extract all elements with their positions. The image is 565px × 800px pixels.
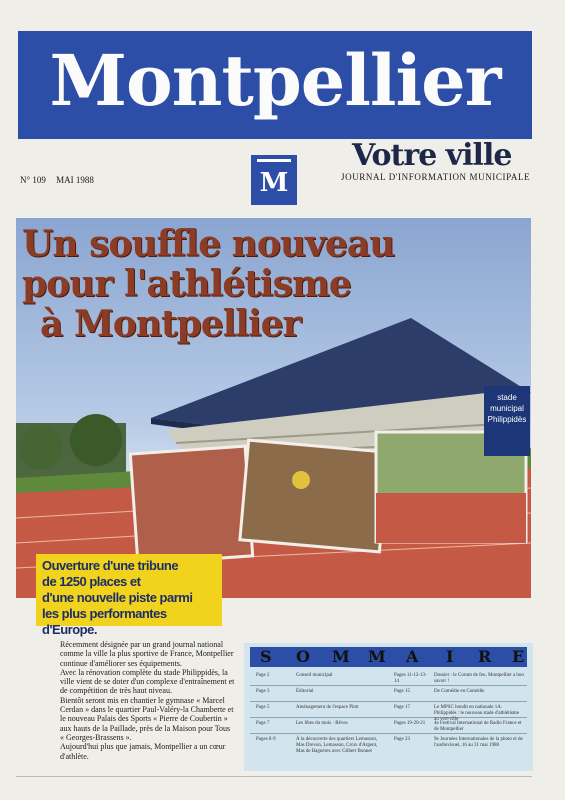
subhead-line: d'une nouvelle piste parmi [42,590,193,605]
subhead-box [36,554,222,637]
toc-heading-letter: M [368,647,386,666]
toc-entry [394,705,529,722]
toc-desc: 9e Journées Internationales de la photo et de l'audiovisuel, 16 au 31 mai 1988 [434,737,523,748]
toc-desc: Éditorial [296,689,314,694]
cover-headline [22,224,394,344]
masthead-subtitle: Votre ville [352,138,512,173]
toc-entry [256,689,386,703]
toc-page: Pages 19-20-21 [394,721,426,726]
toc-heading-letter: I [446,647,454,666]
toc-desc: Aménagement de l'espace Pitot [296,705,359,710]
cover-photo [16,218,531,598]
article-paragraph: Aujourd'hui plus que jamais, Montpellier a un cœur d'athlète. [60,742,226,761]
article-paragraph: Avec la rénovation complète du stade Philippidès, la ville vient de se doter d'un complexe d'entraînement et de compétition de très haut niveau. [60,667,235,696]
toc-page: Pages 8-9 [256,737,276,742]
toc-desc: À la découverte des quartiers Lemasson, Mas Drevon, Lemasson, Croix d'Argent, Mas de Bagnères avec Gilbert Bonnet [296,737,378,754]
masthead-tagline: JOURNAL D'INFORMATION MUNICIPALE [341,172,531,182]
masthead-title: Montpellier [49,39,501,122]
toc-heading-letter: M [332,647,350,666]
headline-line: Un souffle nouveau [22,223,395,265]
toc-page: Page 5 [256,705,270,710]
article-paragraph: Récemment désignée par un grand journal national comme la ville la plus sportive de France, Montpellier continue d'améliorer ses équipements. [60,640,234,668]
toc-page: Page 3 [256,689,270,694]
intro-article [60,640,235,761]
article-paragraph: Bientôt seront mis en chantier le gymnase « Marcel Cerdan » dans le quartier Paul-Valéry-la Chamberte et le nouveau Palais des Sports « Pierre de Coubertin » aux hauts de la Paillade, près de la Maison pour Tous « Georges-Brassens ». [60,695,234,742]
stadium-sign-line: Philippidès [487,415,527,424]
subhead-line: les plus performantes d'Europe. [42,606,167,637]
toc-entry [394,689,529,703]
toc-desc: Conseil municipal [296,673,333,678]
issue-info [20,175,102,185]
bottom-divider [16,776,532,777]
toc-desc: Dossier : le Corum de feu. Montpellier a bon savoir ! [434,673,524,684]
toc-page: Page 23 [394,737,410,742]
toc-page: Page 15 [394,689,410,694]
toc-heading [250,647,527,667]
stadium-sign-line: municipal [490,404,524,413]
toc-entry [394,737,529,751]
toc-heading-letter: S [260,647,272,666]
toc-entry [394,673,529,687]
toc-page: Page 7 [256,721,270,726]
toc-entry [256,721,386,735]
issue-date: MAI 1988 [56,175,94,185]
toc-desc: Les fêtes du mois · Rêves [296,721,348,726]
toc-right-column [394,673,529,751]
headline-line: à Montpellier [40,303,301,345]
stadium-sign [484,386,530,456]
toc-heading-letter: O [296,647,310,666]
masthead-banner [18,31,532,139]
toc-page: Page 17 [394,705,410,710]
toc-left-column [256,673,386,754]
stadium-sign-line: stade [497,393,517,402]
toc-desc: De Comédie en Comédie [434,689,485,694]
table-of-contents [244,643,533,771]
toc-page: Page 2 [256,673,270,678]
city-logo: M [251,155,297,205]
toc-heading-letter: R [478,647,492,666]
toc-entry [256,673,386,687]
toc-page: Pages 11-12-13-14 [394,673,427,684]
toc-entry [256,737,386,754]
toc-desc: Le MPSC bondit en nationale 1A. Philippidès : le nouveau stade d'athlétisme au vert-ville [434,705,519,722]
toc-desc: 4e Festival International de Radio France et de Montpellier [434,721,522,732]
toc-entry [256,705,386,719]
toc-entry [394,721,529,735]
toc-heading-letter: E [512,647,525,666]
subhead-line: de 1250 places et [42,574,141,589]
subhead-line: Ouverture d'une tribune [42,558,179,573]
issue-number: N° 109 [20,175,46,185]
toc-heading-letter: A [406,647,419,666]
headline-line: pour l'athlétisme [22,263,351,305]
